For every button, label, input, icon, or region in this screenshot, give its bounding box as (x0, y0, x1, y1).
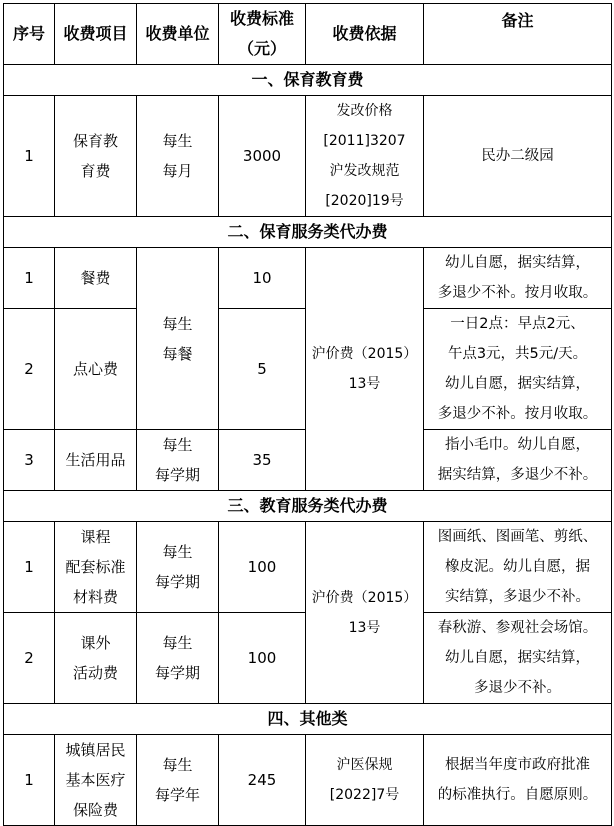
cell-basis: 发改价格 [2011]3207 沪发改规范 [2020]19号 (306, 96, 424, 217)
cell-item: 餐费 (55, 248, 137, 309)
section-row (4, 217, 612, 248)
cell-remark: 指小毛巾。幼儿自愿， 据实结算，多退少不补。 (424, 430, 612, 491)
cell-unit: 每生 每学期 (137, 430, 219, 491)
cell-standard: 100 (219, 522, 306, 613)
cell-no: 3 (4, 430, 55, 491)
cell-standard: 3000 (219, 96, 306, 217)
header-no: 序号 (4, 4, 55, 65)
cell-remark: 根据当年度市政府批准 的标准执行。自愿原则。 (424, 735, 612, 826)
cell-item: 生活用品 (55, 430, 137, 491)
cell-item: 点心费 (55, 309, 137, 430)
cell-item: 保育教 育费 (55, 96, 137, 217)
cell-unit: 每生 每学期 (137, 613, 219, 704)
section-row (4, 704, 612, 735)
section-row (4, 491, 612, 522)
cell-standard: 100 (219, 613, 306, 704)
cell-unit: 每生 每学期 (137, 522, 219, 613)
section-title-3: 三、教育服务类代办费 (4, 491, 612, 522)
cell-standard: 35 (219, 430, 306, 491)
cell-basis: 沪医保规 [2022]7号 (306, 735, 424, 826)
section-row (4, 65, 612, 96)
cell-item: 课外 活动费 (55, 613, 137, 704)
table-row (4, 96, 612, 217)
fee-table (3, 3, 612, 826)
header-row (4, 4, 612, 65)
cell-remark: 民办二级园 (424, 96, 612, 217)
cell-basis-shared: 沪价费（2015） 13号 (306, 522, 424, 704)
cell-unit: 每生 每学年 (137, 735, 219, 826)
header-standard: 收费标准 （元） (219, 4, 306, 65)
cell-no: 1 (4, 96, 55, 217)
cell-remark: 幼儿自愿，据实结算， 多退少不补。按月收取。 (424, 248, 612, 309)
cell-unit: 每生 每月 (137, 96, 219, 217)
header-item: 收费项目 (55, 4, 137, 65)
cell-standard: 245 (219, 735, 306, 826)
header-basis: 收费依据 (306, 4, 424, 65)
cell-standard: 10 (219, 248, 306, 309)
cell-no: 1 (4, 735, 55, 826)
table-row (4, 248, 612, 309)
cell-item: 城镇居民 基本医疗 保险费 (55, 735, 137, 826)
cell-no: 1 (4, 248, 55, 309)
section-title-4: 四、其他类 (4, 704, 612, 735)
cell-remark: 春秋游、参观社会场馆。 幼儿自愿，据实结算， 多退少不补。 (424, 613, 612, 704)
cell-no: 1 (4, 522, 55, 613)
header-remark: 备注 (424, 4, 612, 65)
section-title-1: 一、保育教育费 (4, 65, 612, 96)
table-row (4, 522, 612, 613)
cell-item: 课程 配套标准 材料费 (55, 522, 137, 613)
header-unit: 收费单位 (137, 4, 219, 65)
cell-unit-shared: 每生 每餐 (137, 248, 219, 430)
table-row (4, 735, 612, 826)
section-title-2: 二、保育服务类代办费 (4, 217, 612, 248)
cell-remark: 一日2点：早点2元、 午点3元，共5元/天。 幼儿自愿，据实结算， 多退少不补。按月收取。 (424, 309, 612, 430)
cell-no: 2 (4, 613, 55, 704)
cell-no: 2 (4, 309, 55, 430)
cell-basis-shared: 沪价费（2015） 13号 (306, 248, 424, 491)
cell-remark: 图画纸、图画笔、剪纸、 橡皮泥。幼儿自愿，据 实结算，多退少不补。 (424, 522, 612, 613)
cell-standard: 5 (219, 309, 306, 430)
